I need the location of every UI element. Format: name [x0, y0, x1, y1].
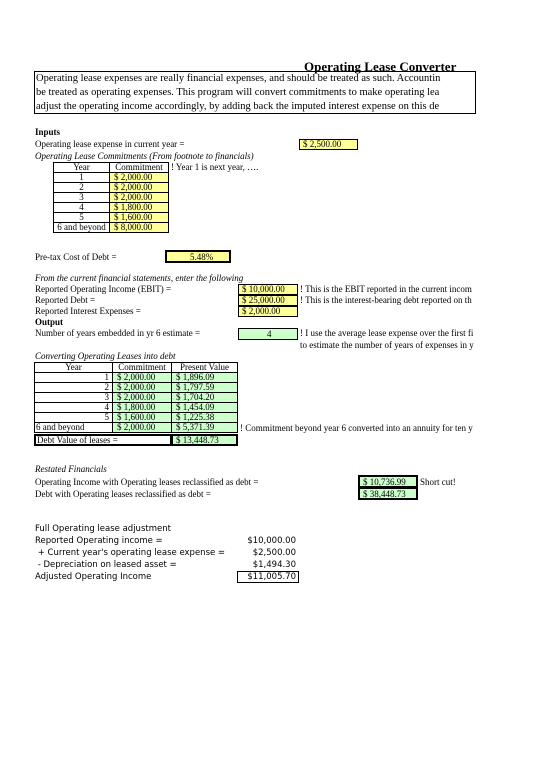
commitment-cell: $ 1,600.00 [112, 412, 172, 423]
present-value-cell: $ 1,797.59 [171, 382, 238, 393]
year-cell: 6 and beyond [53, 222, 110, 233]
depreciation-value: $1,494.30 [252, 560, 296, 570]
present-value-cell: $ 1,225.38 [171, 412, 238, 423]
restated-debt-value: $ 38,448.73 [363, 489, 406, 499]
year-cell: 3 [34, 392, 113, 403]
restated-debt-output [358, 487, 418, 500]
intro-line-3: adjust the operating income accordingly, by adding back the imputed interest expense on this de [36, 101, 440, 112]
cost-debt-value: 5.48% [190, 252, 214, 262]
restated-income-value: $ 10,736.99 [363, 477, 406, 487]
year-cell: 2 [34, 382, 113, 393]
adjusted-income-box [237, 571, 299, 583]
col-header-commitment: Commitment [112, 362, 172, 373]
present-value-cell: $ 1,704.20 [171, 392, 238, 403]
years-note-2: to estimate the number of years of expenses in y [300, 340, 474, 350]
output-heading: Output [35, 317, 64, 327]
adjusted-income-value: $11,005.70 [247, 572, 296, 582]
year-cell: 1 [34, 372, 113, 383]
commitment-input[interactable]: $ 2,000.00 [109, 172, 169, 183]
year-cell: 6 and beyond [34, 422, 113, 433]
interest-value: $ 2,000.00 [242, 306, 281, 316]
debt-value-total: $ 13,448.73 [171, 434, 238, 446]
lease-expense-addback-label: + Current year's operating lease expense = [35, 548, 226, 558]
year-cell: 2 [53, 182, 110, 193]
commitments-table [53, 162, 169, 239]
ebit-note: ! This is the EBIT reported in the current incom [300, 284, 472, 294]
page-title: Operating Lease Converter [304, 59, 457, 74]
present-value-cell: $ 1,454.09 [171, 402, 238, 413]
ebit-label: Reported Operating Income (EBIT) = [35, 284, 172, 294]
lease-expense-input[interactable] [299, 139, 358, 150]
cost-debt-label: Pre-tax Cost of Debt = [35, 252, 117, 262]
restated-heading: Restated Financials [35, 464, 107, 474]
present-value-cell: $ 5,371.39 [171, 422, 238, 433]
lease-expense-value: $ 2,500.00 [303, 139, 342, 149]
col-header-year: Year [34, 362, 113, 373]
full-adjustment-heading: Full Operating lease adjustment [35, 524, 171, 534]
shortcut-note: Short cut! [420, 477, 456, 487]
converting-heading: Converting Operating Leases into debt [35, 351, 176, 361]
inputs-heading: Inputs [35, 127, 61, 137]
commitment-input[interactable]: $ 1,600.00 [109, 212, 169, 223]
commitment-cell: $ 2,000.00 [112, 382, 172, 393]
interest-input[interactable] [238, 306, 298, 317]
reported-income-label: Reported Operating income = [35, 536, 163, 546]
intro-line-1: Operating lease expenses are really financial expenses, and should be treated as such. Accountin [36, 73, 441, 84]
debt-input[interactable] [238, 295, 298, 306]
year-cell: 4 [53, 202, 110, 213]
restated-debt-label: Debt with Operating leases reclassified as debt = [35, 489, 211, 499]
commitment-input[interactable]: $ 8,000.00 [109, 222, 169, 233]
commitment-cell: $ 2,000.00 [112, 372, 172, 383]
commitment-input[interactable]: $ 2,000.00 [109, 192, 169, 203]
years-label: Number of years embedded in yr 6 estimate = [35, 328, 201, 338]
lease-expense-label: Operating lease expense in current year = [35, 139, 185, 149]
reported-income-value: $10,000.00 [247, 536, 296, 546]
present-value-cell: $ 1,896.09 [171, 372, 238, 383]
year-cell: 4 [34, 402, 113, 413]
depreciation-label: - Depreciation on leased asset = [35, 560, 177, 570]
commitment-input[interactable]: $ 1,800.00 [109, 202, 169, 213]
intro-box [34, 71, 476, 114]
year-cell: 5 [53, 212, 110, 223]
intro-line-2: be treated as operating expenses. This program will convert commitments to make operating lea [36, 87, 440, 98]
year-cell: 5 [34, 412, 113, 423]
ebit-value: $ 10,000.00 [242, 284, 285, 294]
converting-table [34, 362, 238, 454]
commitment-cell: $ 2,000.00 [112, 422, 172, 433]
financials-heading: From the current financial statements, enter the following [35, 273, 244, 283]
debt-value-label-cell: Debt Value of leases = [34, 434, 172, 446]
years-output [238, 328, 298, 340]
debt-note: ! This is the interest-bearing debt reported on th [300, 295, 472, 305]
year1-note: ! Year 1 is next year, …. [171, 162, 259, 172]
col-header-present-value: Present Value [171, 362, 238, 373]
row6-note: ! Commitment beyond year 6 converted into an annuity for ten y [240, 423, 473, 433]
commitment-input[interactable]: $ 2,000.00 [109, 182, 169, 193]
col-header-commitment: Commitment [109, 162, 169, 173]
debt-value: $ 25,000.00 [242, 295, 285, 305]
adjusted-income-label: Adjusted Operating Income [35, 572, 152, 582]
cost-debt-input[interactable] [165, 250, 231, 263]
commitments-heading: Operating Lease Commitments (From footnote to financials) [35, 151, 254, 161]
commitment-cell: $ 1,800.00 [112, 402, 172, 413]
debt-label: Reported Debt = [35, 295, 96, 305]
interest-label: Reported Interest Expenses = [35, 306, 141, 316]
restated-income-label: Operating Income with Operating leases reclassified as debt = [35, 477, 259, 487]
years-value: 4 [267, 329, 272, 339]
ebit-input[interactable] [238, 284, 298, 295]
commitment-cell: $ 2,000.00 [112, 392, 172, 403]
lease-expense-addback-value: $2,500.00 [252, 548, 296, 558]
year-cell: 3 [53, 192, 110, 203]
years-note-1: ! I use the average lease expense over the first fi [300, 328, 474, 338]
year-cell: 1 [53, 172, 110, 183]
col-header-year: Year [53, 162, 110, 173]
